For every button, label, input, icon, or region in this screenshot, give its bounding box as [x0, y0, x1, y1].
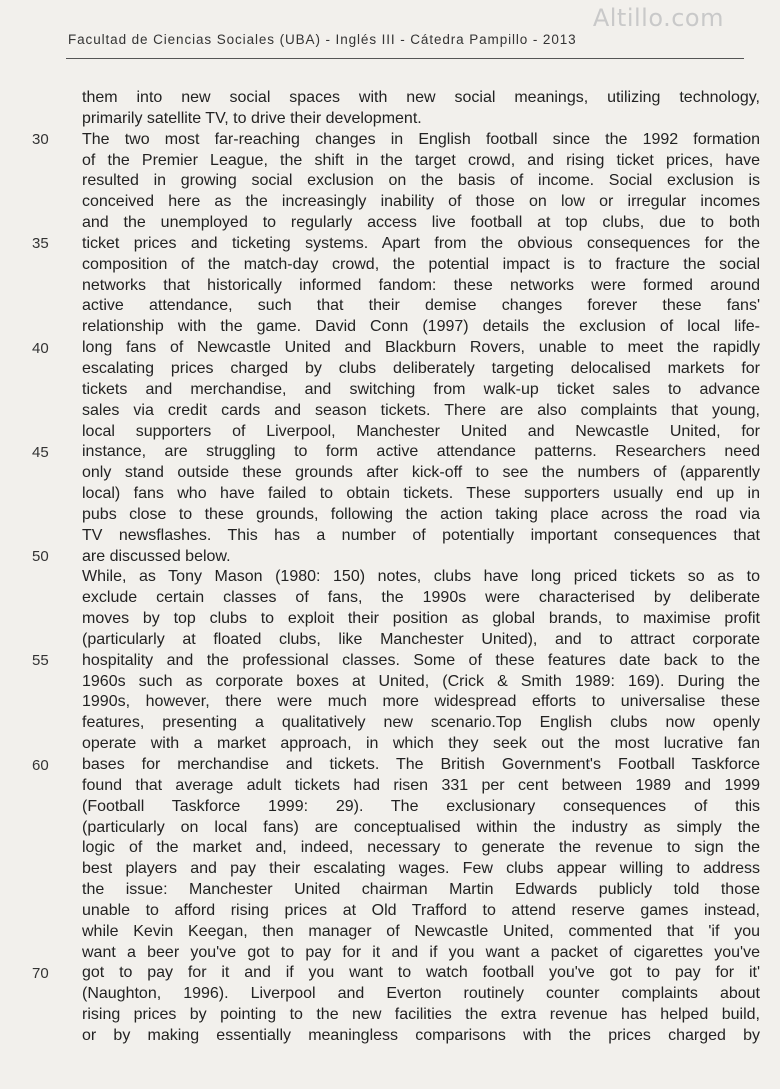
text-line: got to pay for it and if you want to watch football you've got to pay for it': [82, 964, 760, 982]
text-line: bases for merchandise and tickets. The British Government's Football Taskforce: [82, 756, 760, 773]
text-line: only stand outside these grounds after kick-off to see the numbers of (apparently: [82, 464, 760, 482]
text-line: best players and pay their escalating wages. Few clubs appear willing to address: [82, 860, 760, 878]
text-line: escalating prices charged by clubs deliberately targeting delocalised markets for: [82, 359, 760, 377]
header-divider: [66, 58, 744, 59]
text-line: (Football Taskforce 1999: 29). The exclusionary consequences of this: [82, 797, 760, 815]
text-line: found that average adult tickets had risen 331 per cent between 1989 and 1999: [82, 776, 760, 794]
text-line: 1990s, however, there were much more widespread efforts to universalise these: [82, 693, 760, 711]
text-line: (particularly at floated clubs, like Manchester United), and to attract corporate: [82, 630, 760, 648]
text-line: The two most far-reaching changes in English football since the 1992 formation: [82, 130, 760, 148]
text-line: logic of the market and, indeed, necessary to generate the revenue to sign the: [82, 839, 760, 857]
text-line: rising prices by pointing to the new facilities the extra revenue has helped build,: [82, 1006, 760, 1024]
text-line: moves by top clubs to exploit their position as global brands, to maximise profit: [82, 610, 760, 628]
line-number: 50: [32, 548, 49, 565]
text-line: tickets and merchandise, and switching from walk-up ticket sales to advance: [82, 380, 760, 398]
text-line: pubs close to these grounds, following the action taking place across the road via: [82, 505, 760, 523]
line-number: 45: [32, 444, 49, 461]
text-line: primarily satellite TV, to drive their development.: [82, 109, 422, 127]
text-line: instance, are struggling to form active attendance patterns. Researchers need: [82, 443, 760, 461]
text-line: unable to afford rising prices at Old Trafford to attend reserve games instead,: [82, 901, 760, 919]
text-line: operate with a market approach, in which they seek out the most lucrative fan: [82, 735, 760, 753]
text-line: relationship with the game. David Conn (1997) details the exclusion of local life-: [82, 318, 760, 336]
text-line: hospitality and the professional classes. Some of these features date back to the: [82, 651, 760, 669]
text-line: sales via credit cards and season tickets. There are also complaints that young,: [82, 401, 760, 419]
text-line: resulted in growing social exclusion on the basis of income. Social exclusion is: [82, 172, 760, 190]
text-line: While, as Tony Mason (1980: 150) notes, clubs have long priced tickets so as to: [82, 568, 760, 586]
line-number: 70: [32, 965, 49, 982]
text-line: conceived here as the increasingly inability of those on low or irregular incomes: [82, 193, 760, 211]
text-line: composition of the match-day crowd, the potential impact is to fracture the social: [82, 255, 760, 273]
text-line: local) fans who have failed to obtain tickets. These supporters usually end up in: [82, 485, 760, 503]
text-line: ticket prices and ticketing systems. Apart from the obvious consequences for the: [82, 234, 760, 252]
text-line: while Kevin Keegan, then manager of Newcastle United, commented that 'if you: [82, 922, 760, 940]
body-text: [82, 88, 760, 1047]
page-header: Facultad de Ciencias Sociales (UBA) - Inglés III - Cátedra Pampillo - 2013: [68, 32, 577, 47]
text-line: them into new social spaces with new social meanings, utilizing technology,: [82, 89, 760, 106]
text-line: (Naughton, 1996). Liverpool and Everton routinely counter complaints about: [82, 985, 760, 1003]
line-number: 60: [32, 757, 49, 774]
text-line: and the unemployed to regularly access live football at top clubs, due to both: [82, 214, 760, 232]
text-line: features, presenting a qualitatively new scenario.Top English clubs now openly: [82, 714, 760, 732]
text-line: want a beer you've got to pay for it and if you want a packet of cigarettes you've: [82, 943, 760, 961]
line-number: 40: [32, 340, 49, 357]
text-line: (particularly on local fans) are conceptualised within the industry as simply the: [82, 818, 760, 836]
text-line: the issue: Manchester United chairman Martin Edwards publicly told those: [82, 881, 760, 899]
line-number: 35: [32, 235, 49, 252]
text-line: TV newsflashes. This has a number of potentially important consequences that: [82, 526, 760, 544]
watermark: Altillo.com: [592, 4, 724, 32]
line-number: 55: [32, 652, 49, 669]
text-line: long fans of Newcastle United and Blackburn Rovers, unable to meet the rapidly: [82, 339, 760, 357]
text-line: local supporters of Liverpool, Manchester United and Newcastle United, for: [82, 422, 760, 440]
text-line: are discussed below.: [82, 547, 231, 565]
text-line: exclude certain classes of fans, the 1990s were characterised by deliberate: [82, 589, 760, 607]
text-line: networks that historically informed fandom: these networks were formed around: [82, 276, 760, 294]
text-line: or by making essentially meaningless comparisons with the prices charged by: [82, 1026, 760, 1044]
line-number: 30: [32, 131, 49, 148]
text-line: of the Premier League, the shift in the target crowd, and rising ticket prices, have: [82, 151, 760, 169]
text-line: 1960s such as corporate boxes at United, (Crick & Smith 1989: 169). During the: [82, 672, 760, 690]
text-line: active attendance, such that their demise changes forever these fans': [82, 297, 760, 315]
